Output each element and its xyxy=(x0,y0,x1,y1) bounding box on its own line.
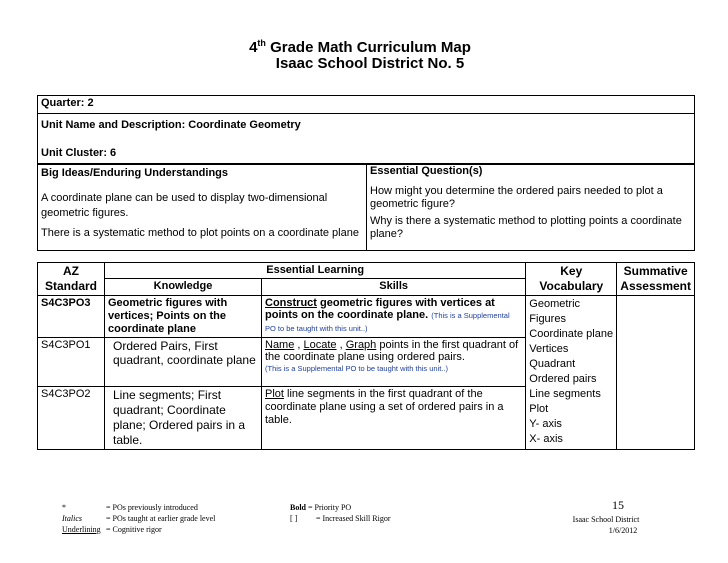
knowledge-row-3: Line segments; First quadrant; Coordinate plane; Ordered pairs in a table. xyxy=(105,387,262,450)
page-title: 4th Grade Math Curriculum Map xyxy=(249,38,471,56)
standard-s4c3po1: S4C3PO1 xyxy=(38,338,105,387)
footer-district: Isaac School District 1/6/2012 xyxy=(572,515,640,535)
skills-row-3: Plot line segments in the first quadrant of the coordinate plane using a set of ordered pairs in a table. xyxy=(262,387,526,450)
az-standard-header: AZ Standard xyxy=(38,263,105,296)
essential-questions-cell xyxy=(367,164,695,251)
skills-row-1: Construct geometric figures with vertices at points on the coordinate plane. (This is a Supplemental PO to be taught with this unit..) xyxy=(262,296,526,338)
unit-cluster: Unit Cluster: 6 xyxy=(41,147,117,159)
summative-header: Summative Assessment xyxy=(617,263,695,296)
page-number: 15 xyxy=(612,498,624,512)
unit-name: Unit Name and Description: Coordinate Geometry xyxy=(41,119,301,131)
knowledge-row-2: Ordered Pairs, First quadrant, coordinate plane xyxy=(105,338,262,387)
vocab-header: Key Vocabulary xyxy=(526,263,617,296)
footer-legend: * = POs previously introduced Italics = POs taught at earlier grade level Underlining = Cognitive rigor xyxy=(62,503,216,534)
quarter-cell: Quarter: 2 xyxy=(38,96,695,114)
big-idea-1: A coordinate plane can be used to display two-dimensional geometric figures. xyxy=(41,192,328,219)
footer-priority-legend: Bold = Priority PO [ ] = Increased Skill Rigor xyxy=(290,503,391,523)
eq-1: How might you determine the ordered pairs needed to plot a geometric figure? xyxy=(370,185,663,210)
big-ideas-cell xyxy=(38,164,367,251)
district-title: Isaac School District No. 5 xyxy=(275,55,465,72)
big-ideas-table xyxy=(37,163,695,251)
unit-info-table xyxy=(37,95,695,165)
standard-s4c3po2: S4C3PO2 xyxy=(38,387,105,450)
skills-row-2: Name , Locate , Graph points in the first quadrant of the coordinate plane using ordered pairs. (This is a Supplemental PO to be taught with this unit..) xyxy=(262,338,526,387)
standard-s4c3po3: S4C3PO3 xyxy=(38,296,105,338)
essential-learning-header: Essential Learning xyxy=(105,263,526,279)
big-ideas-header: Big Ideas/Enduring Understandings xyxy=(41,167,229,179)
big-idea-2: There is a systematic method to plot points on a coordinate plane xyxy=(41,227,359,239)
summative-cell xyxy=(617,296,695,450)
learning-table xyxy=(37,262,695,450)
eq-header: Essential Question(s) xyxy=(370,165,483,177)
skills-header: Skills xyxy=(262,279,526,296)
knowledge-header: Knowledge xyxy=(105,279,262,296)
knowledge-row-1: Geometric figures with vertices; Points on the coordinate plane xyxy=(105,296,262,338)
eq-2: Why is there a systematic method to plotting points a coordinate plane? xyxy=(370,215,682,240)
unit-name-cell xyxy=(38,114,695,165)
vocabulary-cell: Geometric Figures Coordinate plane Vertices Quadrant Ordered pairs Line segments Plot Y- axis X- axis xyxy=(526,296,617,450)
